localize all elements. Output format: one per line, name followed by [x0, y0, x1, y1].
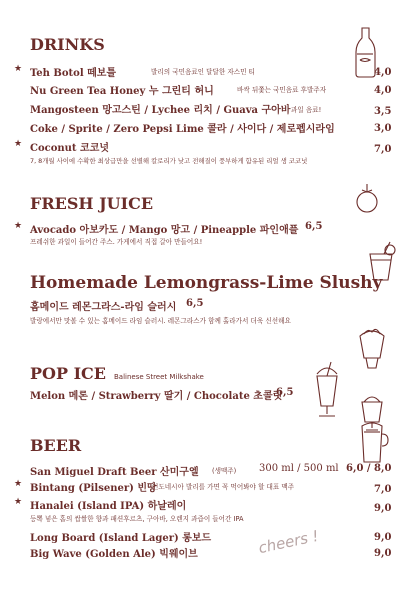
- item-desc: 과일 음료!: [291, 106, 322, 114]
- fresh-juice-desc-row: [0, 236, 420, 250]
- bottle-icon: [350, 26, 380, 78]
- menu-item-big-wave: [0, 545, 420, 559]
- item-price: 4,0: [374, 67, 392, 78]
- drinks-title: DRINKS: [30, 35, 105, 54]
- beer-glass-icon: [356, 420, 390, 470]
- milkshake-icon: [307, 360, 347, 422]
- star-icon: ★: [14, 479, 23, 489]
- item-name: Big Wave (Golden Ale) 빅웨이브: [30, 549, 198, 560]
- menu-item-coconut-desc-row: [0, 156, 420, 170]
- item-name: Long Board (Island Lager) 롱보드: [30, 533, 212, 544]
- item-name: Melon 메론 / Strawberry 딸기 / Chocolate 초콜릿: [30, 391, 283, 402]
- coconut-icon: [354, 182, 380, 216]
- menu-item-nu-green-tea: [0, 82, 420, 96]
- star-icon: ★: [14, 497, 23, 507]
- item-name: Nu Green Tea Honey 누 그린티 허니: [30, 86, 214, 97]
- item-desc: 7, 8개월 사이에 수확한 최상급만을 선별해 칼로리가 낮고 전해질이 풍부하게 함유된 리얼 생 코코넛: [30, 157, 308, 165]
- item-price: 3,5: [374, 106, 392, 117]
- menu-item-soft-drinks: [0, 120, 420, 134]
- star-icon: ★: [14, 221, 23, 231]
- item-price: 4,0: [374, 85, 392, 96]
- item-desc: 발랑에서만 맛볼 수 있는 홈메이드 라임 슬러시. 레몬그라스가 함께 홀라가서 더욱 신선해요: [30, 317, 291, 325]
- beer-title: BEER: [30, 436, 82, 455]
- item-name: Coconut 코코넛: [30, 143, 110, 154]
- pop-ice-title: [30, 364, 204, 383]
- item-desc: 인도네시아 발리를 가면 꼭 먹어봐야 할 대표 맥주: [152, 483, 295, 491]
- menu-item-bintang: [0, 479, 420, 493]
- menu-item-hanalei: [0, 497, 420, 514]
- item-name: Coke / Sprite / Zero Pepsi Lime 콜라 / 사이다 / 제로펩시라임: [30, 124, 335, 135]
- item-name: Mangosteen 망고스틴 / Lychee 리치 / Guava 구아바: [30, 105, 291, 116]
- item-desc: 발리의 국민음료인 달달한 자스민 티: [151, 68, 255, 76]
- item-price: 9,0: [374, 532, 392, 543]
- item-name: Avocado 아보카도 / Mango 망고 / Pineapple 파인애플: [30, 225, 299, 236]
- item-price: 6,0 / 8,0: [346, 463, 392, 474]
- item-price: 7,0: [374, 484, 392, 495]
- slushy-title: Homemade Lemongrass-Lime Slushy: [30, 273, 383, 293]
- item-price: 7,0: [374, 144, 392, 155]
- fresh-juice-title: FRESH JUICE: [30, 194, 154, 213]
- slushy-glass-icon: [352, 318, 392, 374]
- item-price: 6,5: [186, 298, 204, 309]
- star-icon: ★: [14, 64, 23, 74]
- juice-glass-icon: [364, 240, 398, 284]
- cheers-handwriting: cheers !: [256, 526, 321, 558]
- menu-item-coconut: [0, 139, 420, 153]
- star-icon: ★: [14, 139, 23, 149]
- menu-item-mangosteen: [0, 101, 420, 115]
- pop-ice-title-text: POP ICE: [30, 364, 106, 383]
- item-name: Bintang (Pilsener) 빈땅: [30, 483, 157, 494]
- item-name: Teh Botol 떼보틀: [30, 68, 117, 79]
- hanalei-desc-row: [0, 513, 420, 527]
- item-desc: 등뽁 넣은 홉의 쌉쌀한 향과 패션후르츠, 구아바, 오렌지 과즙이 들어간 IPA: [30, 515, 244, 523]
- pop-ice-subtitle: Balinese Street Milkshake: [113, 373, 204, 381]
- item-price: 9,0: [374, 503, 392, 514]
- item-desc: 바싹 뒤쫓는 국민음료 후발주자: [237, 86, 327, 94]
- item-price: 9,0: [374, 548, 392, 559]
- item-note: (생맥주): [212, 467, 237, 475]
- item-price: 6,5: [276, 387, 294, 398]
- item-name: San Miguel Draft Beer 산미구엘: [30, 467, 199, 478]
- item-name: Hanalei (Island IPA) 하날레이: [30, 501, 187, 512]
- item-price: 3,0: [374, 123, 392, 134]
- item-desc: 프레쉬한 과일이 들어간 주스. 가게에서 직접 갈아 만들어요!: [30, 238, 203, 246]
- menu-item-slushy: [0, 298, 420, 312]
- item-name: 홈메이드 레몬그라스-라임 슬러시: [30, 302, 177, 313]
- menu-item-long-board: [0, 529, 420, 543]
- menu-item-fresh-juice: [0, 221, 420, 235]
- item-price: 6,5: [305, 221, 323, 232]
- item-sizes: 300 ml / 500 ml: [259, 463, 339, 474]
